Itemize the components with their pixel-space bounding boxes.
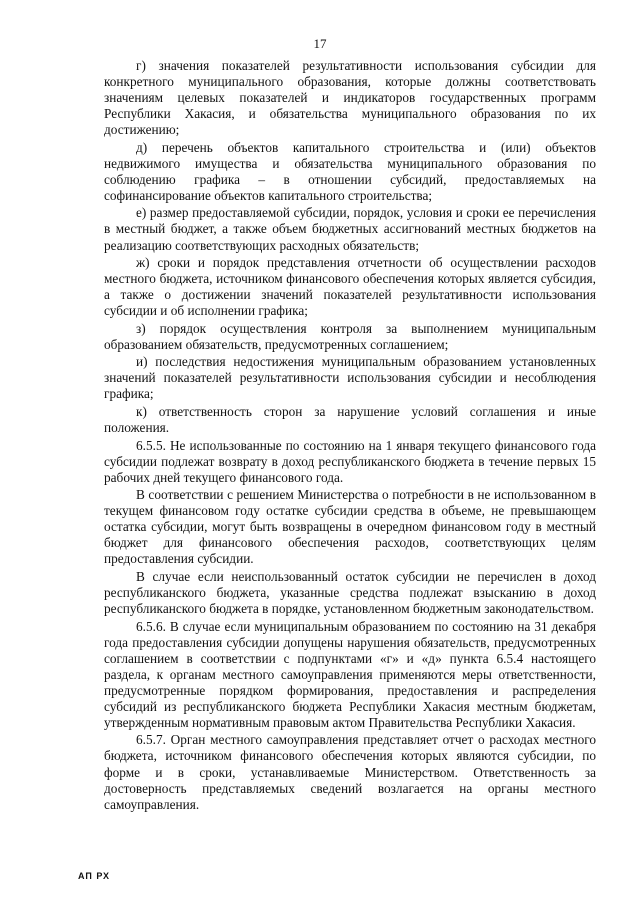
paragraph-6-5-7: 6.5.7. Орган местного самоуправления представляет отчет о расходах местного бюджета, источником финансового обеспечения которых являются субсидии, по форме и в сроки, устанавливаемые Министерством. Ответственность за достоверность представляемых сведений возлагается на органы местного самоуправления. xyxy=(104,732,596,812)
paragraph-6-5-5: 6.5.5. Не использованные по состоянию на 1 января текущего финансового года субсидии подлежат возврату в доход республиканского бюджета в течение первых 15 рабочих дней текущего финансового года. xyxy=(104,437,596,485)
page-number: 17 xyxy=(313,36,327,51)
paragraph-item-g: г) значения показателей результативности использования субсидии для конкретного муниципального образования, которые должны соответствовать значениям целевых показателей и индикаторов государственных программ Республики Хакасия, и обязательства муниципального образования по их достижению; xyxy=(104,58,596,138)
paragraph-item-z: з) порядок осуществления контроля за выполнением муниципальным образованием обязательств, предусмотренных соглашением; xyxy=(104,320,596,352)
paragraph-unused-remainder: В случае если неиспользованный остаток субсидии не перечислен в доход республиканского бюджета, указанные средства подлежат взысканию в доход республиканского бюджета в порядке, установленном бюджетным законодательством. xyxy=(104,568,596,617)
paragraph-item-zh: ж) сроки и порядок представления отчетности об осуществлении расходов местного бюджета, источником финансового обеспечения которых является субсидия, а также о достижении значений показателей результативности использования субсидии и об исполнении графика; xyxy=(104,255,596,319)
paragraph-item-e: е) размер предоставляемой субсидии, порядок, условия и сроки ее перечисления в местный бюджет, а также объем бюджетных ассигнований местных бюджетов на реализацию соответствующих расходных обязательств; xyxy=(104,205,596,253)
paragraph-item-d: д) перечень объектов капитального строительства и (или) объектов недвижимого имущества и обязательства муниципального образования по соблюдению графика – в отношении субсидий, предоставляемых на софинансирование объектов капитального строительства; xyxy=(104,139,596,203)
paragraph-item-k: к) ответственность сторон за нарушение условий соглашения и иные положения. xyxy=(104,403,596,436)
footer-mark: АП РХ xyxy=(78,871,111,881)
paragraph-ministry-decision: В соответствии с решением Министерства о потребности в не использованном в текущем финансовом году остатке субсидии средства в объеме, не превышающем остатка субсидии, могут быть возвращены в очередном финансовом году в местный бюджет для финансового обеспечения расходов, соответствующих целям предоставления субсидии. xyxy=(104,487,596,567)
paragraph-6-5-6: 6.5.6. В случае если муниципальным образованием по состоянию на 31 декабря года предоставления субсидии допущены нарушения обязательств, предусмотренных соглашением в соответствии с подпунктами «г» и «д» пункта 6.5.4 настоящего раздела, к органам местного самоуправления применяются меры ответственности, предусмотренные порядком формирования, предоставления и распределения субсидий из республиканского бюджета Республики Хакасия местным бюджетам, утвержденным нормативным правовым актом Правительства Республики Хакасия. xyxy=(104,618,596,730)
paragraph-item-i: и) последствия недостижения муниципальным образованием установленных значений показателей результативности использования субсидии и несоблюдения графика; xyxy=(104,354,596,402)
document-body xyxy=(104,58,596,814)
